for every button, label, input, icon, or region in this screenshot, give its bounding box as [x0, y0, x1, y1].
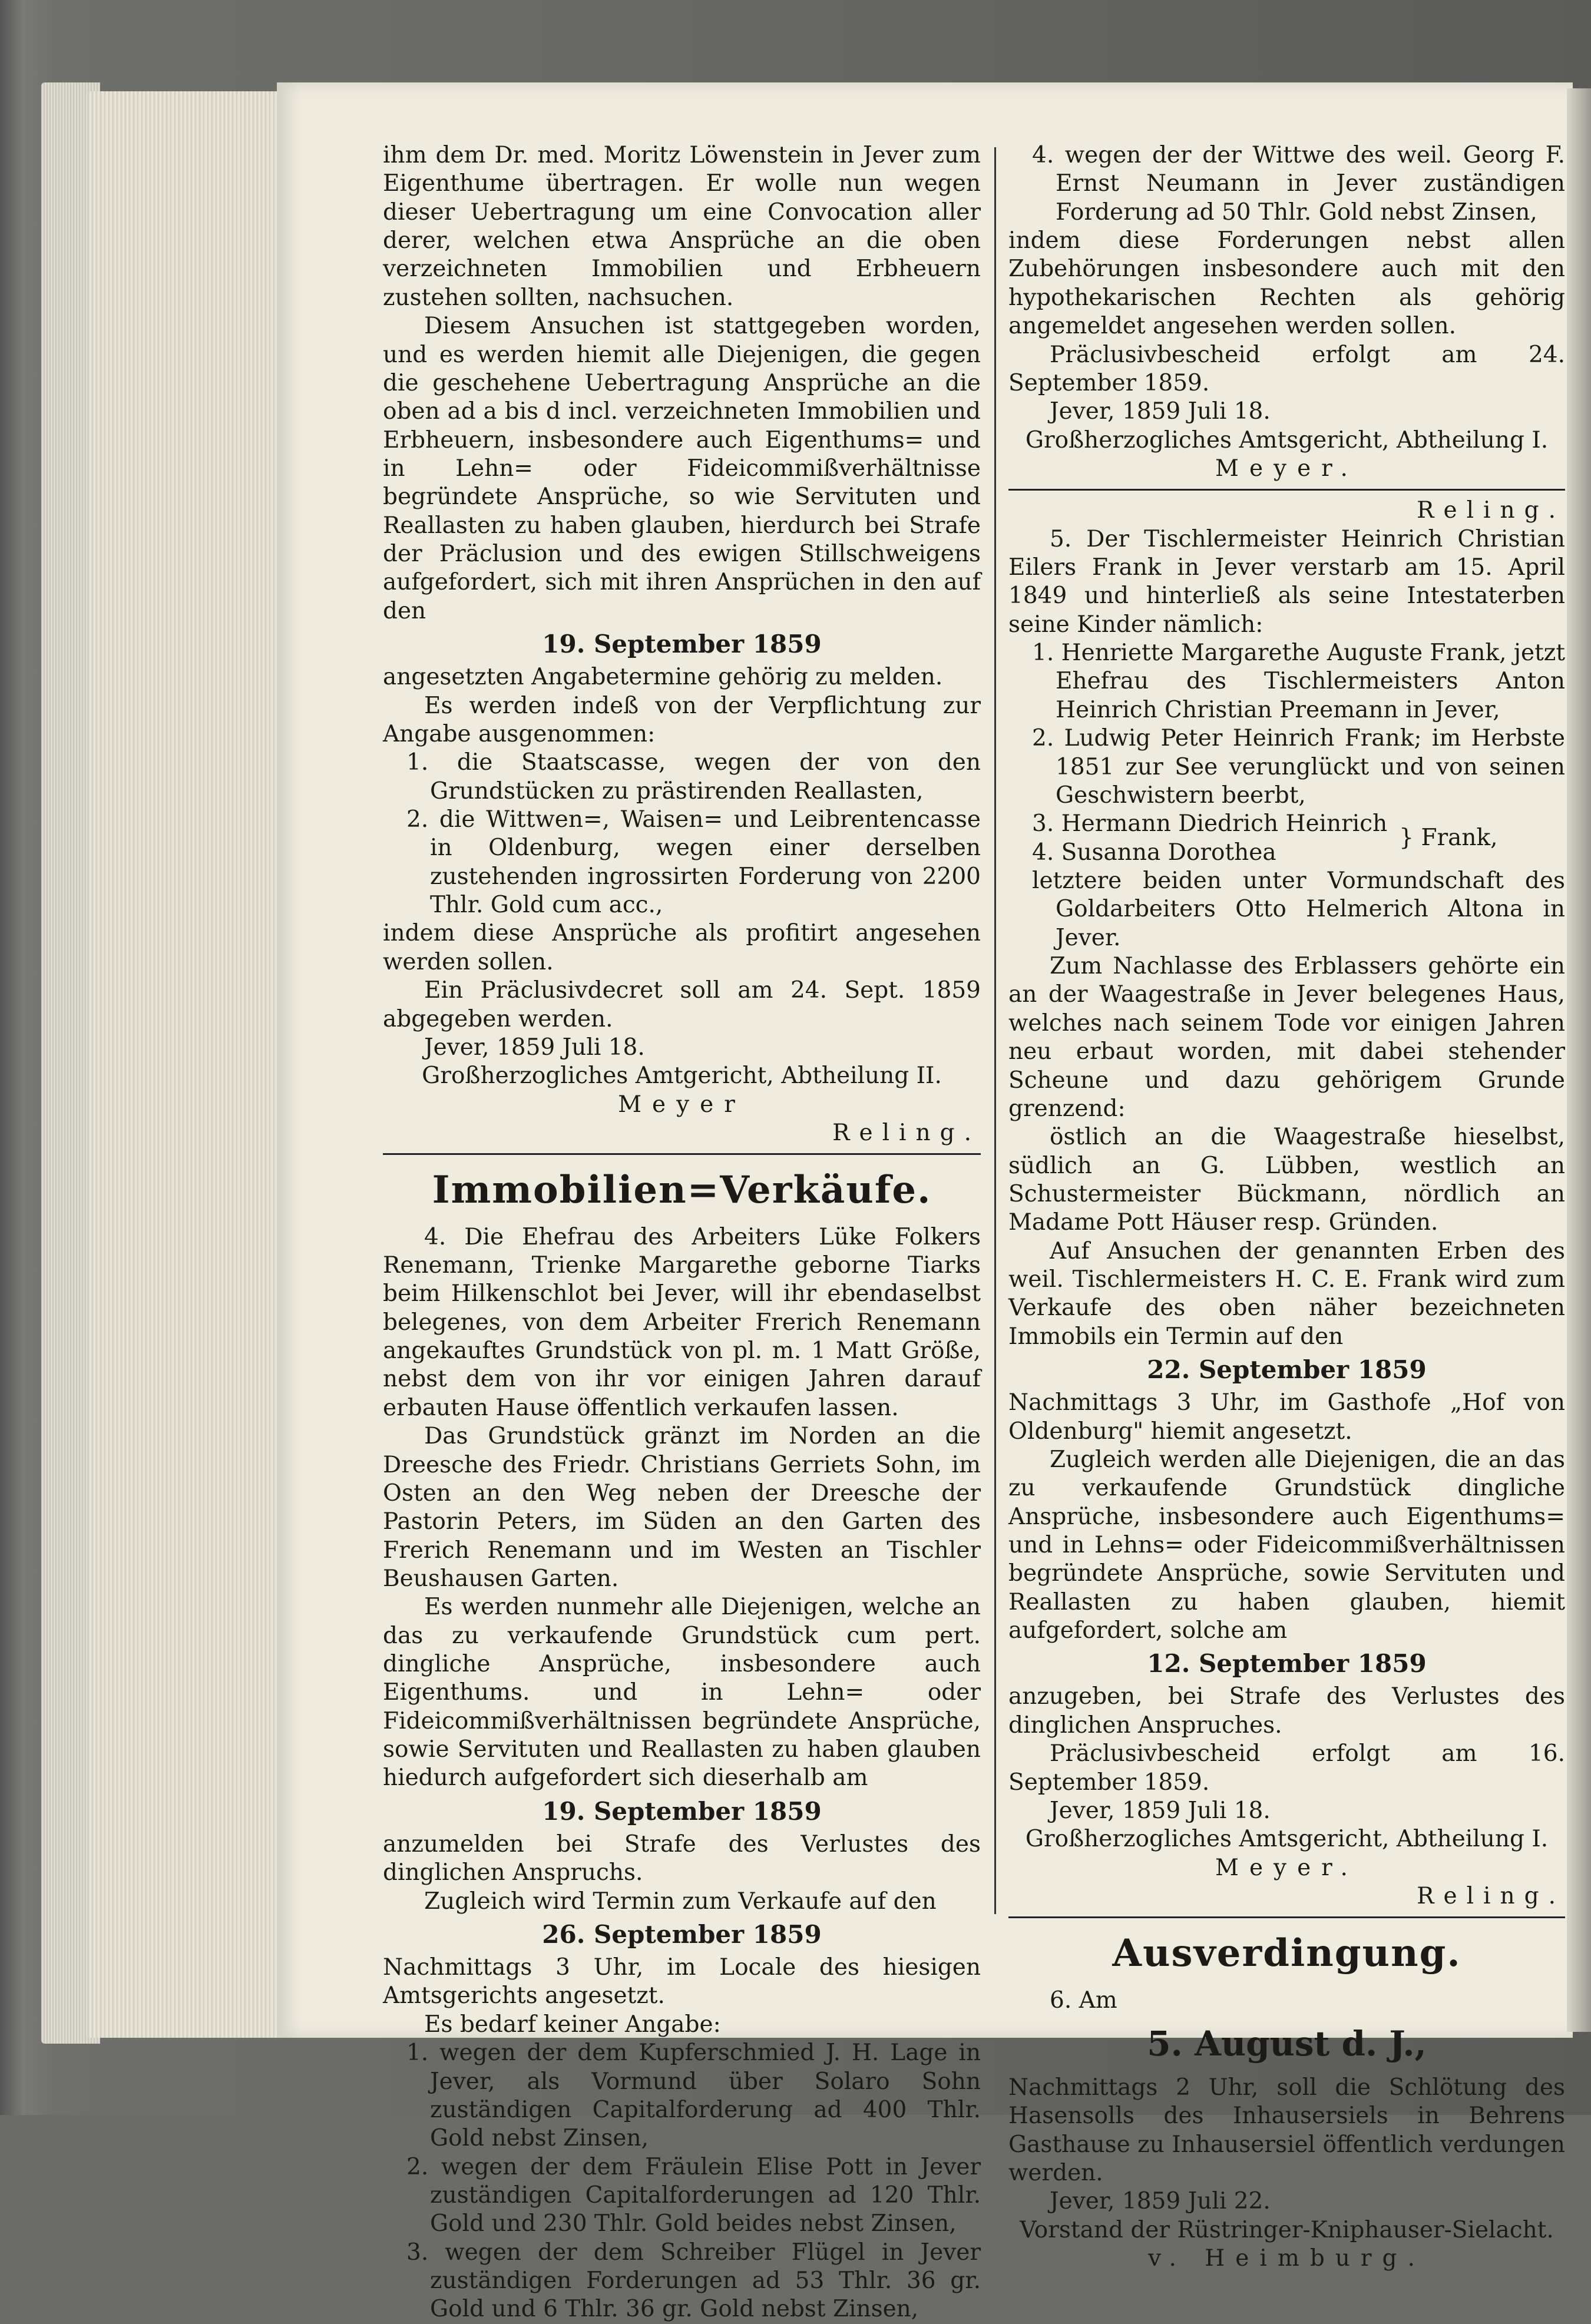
- section-rule: [383, 1153, 981, 1155]
- section-rule: [1008, 1916, 1565, 1918]
- board-name: Vorstand der Rüstringer-Kniphauser-Sielacht.: [1020, 2216, 1554, 2243]
- paragraph: ihm dem Dr. med. Moritz Löwenstein in Jever zum Eigenthume übertragen. Er wolle nun wegen dieser Uebertragung um eine Convocation aller derer, welchen etwa Ansprüche an die oben verzeichneten Immobilien und Erbheuern zustehen sollten, nachsuchen.: [383, 142, 981, 311]
- list-item: 4. wegen der der Wittwe des weil. Georg F. Ernst Neumann in Jever zuständigen Forderung ad 50 Thlr. Gold nebst Zinsen,: [1032, 142, 1565, 226]
- paragraph: Nachmittags 3 Uhr, im Locale des hiesigen Amtsgerichts angesetzt.: [383, 1954, 981, 2010]
- paragraph: angesetzten Angabetermine gehörig zu melden.: [383, 664, 943, 691]
- heirs-group: [1008, 810, 1565, 867]
- date-line: 19. September 1859: [542, 630, 822, 659]
- signature-name: Meyer.: [1215, 1854, 1358, 1881]
- paragraph: Es werden nunmehr alle Diejenigen, welche an das zu verkaufende Grundstück cum pert. dingliche Ansprüche, insbesondere auch Eigenthums. und in Lehn= oder Fideicommißverhältnissen begründete Ansprüche, sowie Servituten und Reallasten zu haben glauben hiedurch aufgefordert sich dieserhalb am: [383, 1594, 981, 1792]
- paragraph: Nachmittags 2 Uhr, soll die Schlötung des Hasensolls des Inhausersiels in Behrens Gasthause zu Inhausersiel öffentlich verdungen werden.: [1008, 2074, 1565, 2187]
- clerk-name: Reling.: [832, 1119, 981, 1146]
- paragraph: Es werden indeß von der Verpflichtung zur Angabe ausgenommen:: [383, 692, 981, 747]
- list-item: 4. Susanna Dorothea: [1032, 839, 1276, 866]
- court-name: Großherzogliches Amtgericht, Abtheilung II.: [422, 1062, 942, 1090]
- section-heading: Ausverdingung.: [1112, 1931, 1461, 1976]
- paragraph: Es bedarf keiner Angabe:: [424, 2011, 721, 2038]
- paragraph: anzumelden bei Strafe des Verlustes des dinglichen Anspruchs.: [383, 1830, 981, 1886]
- clerk-name: Reling.: [1417, 497, 1565, 524]
- signature-name: Meyer: [618, 1091, 746, 1118]
- place-date: Jever, 1859 Juli 18.: [1050, 1797, 1271, 1824]
- paragraph: Präclusivbescheid erfolgt am 16. September 1859.: [1008, 1740, 1565, 1796]
- signature-name: v. Heimburg.: [1148, 2245, 1425, 2272]
- paragraph: Ein Präclusivdecret soll am 24. Sept. 1859 abgegeben werden.: [383, 977, 981, 1032]
- left-column: [383, 141, 981, 2324]
- date-line: 22. September 1859: [1147, 1355, 1427, 1385]
- paragraph: Diesem Ansuchen ist stattgegeben worden, und es werden hiemit alle Diejenigen, die gegen die geschehene Uebertragung Ansprüche an die oben ad a bis d incl. verzeichneten Immobilien und Erbheuern, insbesondere auch Eigenthums= und in Lehn= oder Fideicommißverhältnisse begründete Ansprüche, so wie Servituten und Reallasten zu haben glauben, hierdurch bei Strafe der Präclusion und des ewigen Stillschweigens aufgefordert, sich mit ihren Ansprüchen in den auf den: [383, 313, 981, 624]
- paragraph: Zugleich werden alle Diejenigen, die an das zu verkaufende Grundstück dingliche Ansprüche, insbesondere auch Eigenthums= und in Lehns= oder Fideicommißverhältnissen begründete Ansprüche, sowie Servituten und Reallasten zu haben glauben, hiemit aufgefordert, solche am: [1008, 1446, 1565, 1644]
- list-item: 2. wegen der dem Fräulein Elise Pott in Jever zuständigen Capitalforderungen ad 120 Thlr. Gold und 230 Thlr. Gold beides nebst Zinsen,: [406, 2153, 981, 2237]
- place-date: Jever, 1859 Juli 22.: [1050, 2188, 1271, 2215]
- book-page-stack: [88, 91, 289, 2038]
- date-line: 19. September 1859: [542, 1796, 822, 1826]
- paragraph: Präclusivbescheid erfolgt am 24. September 1859.: [1008, 341, 1565, 396]
- list-item: 2. Ludwig Peter Heinrich Frank; im Herbste 1851 zur See verunglückt und von seinen Geschwistern beerbt,: [1032, 725, 1565, 809]
- list-item: 1. wegen der dem Kupferschmied J. H. Lage in Jever, als Vormund über Solaro Sohn zuständigen Capitalforderung ad 400 Thlr. Gold nebst Zinsen,: [406, 2040, 981, 2152]
- list-item: 3. Hermann Diedrich Heinrich: [1032, 810, 1388, 837]
- paragraph: indem diese Forderungen nebst allen Zubehörungen insbesondere auch mit den hypothekarischen Rechten als gehörig angemeldet angesehen werden sollen.: [1008, 227, 1565, 340]
- paragraph: 4. Die Ehefrau des Arbeiters Lüke Folkers Renemann, Trienke Margarethe geborne Tiarks beim Hilkenschlot bei Jever, will ihr ebendaselbst belegenes, von dem Arbeiter Frerich Renemann angekauftes Grundstück von pl. m. 1 Matt Größe, nebst dem von ihr vor einigen Jahren darauf erbauten Hause öffentlich verkaufen lassen.: [383, 1223, 981, 1421]
- date-line: 26. September 1859: [542, 1920, 822, 1949]
- paragraph: Auf Ansuchen der genannten Erben des weil. Tischlermeisters H. C. E. Frank wird zum Verkaufe des oben näher bezeichneten Immobils ein Termin auf den: [1008, 1237, 1565, 1350]
- place-date: Jever, 1859 Juli 18.: [424, 1034, 645, 1061]
- list-item-continuation: letztere beiden unter Vormundschaft des Goldarbeiters Otto Helmerich Altona in Jever.: [1032, 867, 1565, 951]
- column-divider: [994, 147, 996, 1914]
- brace-surname: } Frank,: [1399, 825, 1498, 852]
- paragraph: östlich an die Waagestraße hieselbst, südlich an G. Lübben, westlich an Schustermeister Bückmann, nördlich an Madame Pott Häuser resp. Gründen.: [1008, 1124, 1565, 1236]
- paragraph: indem diese Ansprüche als profitirt angesehen werden sollen.: [383, 920, 981, 975]
- paragraph: 6. Am: [1050, 1987, 1117, 2014]
- signature-name: Meyer.: [1215, 455, 1358, 482]
- section-heading: Immobilien=Verkäufe.: [432, 1168, 932, 1213]
- paragraph: Zum Nachlasse des Erblassers gehörte ein an der Waagestraße in Jever belegenes Haus, welches nach seinem Tode vor einigen Jahren neu erbaut worden, mit dabei stehender Scheune und dazu gehörigem Grunde grenzend:: [1008, 953, 1565, 1122]
- clerk-name: Reling.: [1417, 1883, 1565, 1909]
- court-name: Großherzogliches Amtsgericht, Abtheilung I.: [1025, 1826, 1549, 1853]
- date-line: 12. September 1859: [1147, 1649, 1427, 1679]
- section-rule: [1008, 489, 1565, 491]
- date-line: 5. August d. J.,: [1147, 2024, 1427, 2064]
- paragraph: anzugeben, bei Strafe des Verlustes des dinglichen Anspruches.: [1008, 1683, 1565, 1739]
- list-item: 1. die Staatscasse, wegen der von den Grundstücken zu prästirenden Reallasten,: [406, 749, 981, 805]
- paragraph: Zugleich wird Termin zum Verkaufe auf den: [424, 1888, 937, 1915]
- paragraph: Nachmittags 3 Uhr, im Gasthofe „Hof von Oldenburg" hiemit angesetzt.: [1008, 1389, 1565, 1445]
- place-date: Jever, 1859 Juli 18.: [1050, 398, 1271, 425]
- list-item: 1. Henriette Margarethe Auguste Frank, jetzt Ehefrau des Tischlermeisters Anton Heinrich Christian Preemann in Jever,: [1032, 640, 1565, 723]
- paragraph: 5. Der Tischlermeister Heinrich Christian Eilers Frank in Jever verstarb am 15. April 1849 und hinterließ als seine Intestaterben seine Kinder nämlich:: [1008, 525, 1565, 638]
- facing-page-edge: [1567, 88, 1591, 2032]
- court-name: Großherzogliches Amtsgericht, Abtheilung I.: [1025, 426, 1549, 453]
- right-column: [1008, 141, 1565, 2273]
- list-item: 2. die Wittwen=, Waisen= und Leibrentencasse in Oldenburg, wegen einer derselben zustehenden ingrossirten Forderung von 2200 Thlr. Gold cum acc.,: [406, 806, 981, 919]
- list-item: 3. wegen der dem Schreiber Flügel in Jever zuständigen Forderungen ad 53 Thlr. 36 gr. Gold und 6 Thlr. 36 gr. Gold nebst Zinsen,: [406, 2239, 981, 2323]
- paragraph: Das Grundstück gränzt im Norden an die Dreesche des Friedr. Christians Gerriets Sohn, im Osten an den Weg neben der Dreesche der Pastorin Peters, im Süden an den Garten des Frerich Renemann und im Westen an Tischler Beushausen Garten.: [383, 1423, 981, 1592]
